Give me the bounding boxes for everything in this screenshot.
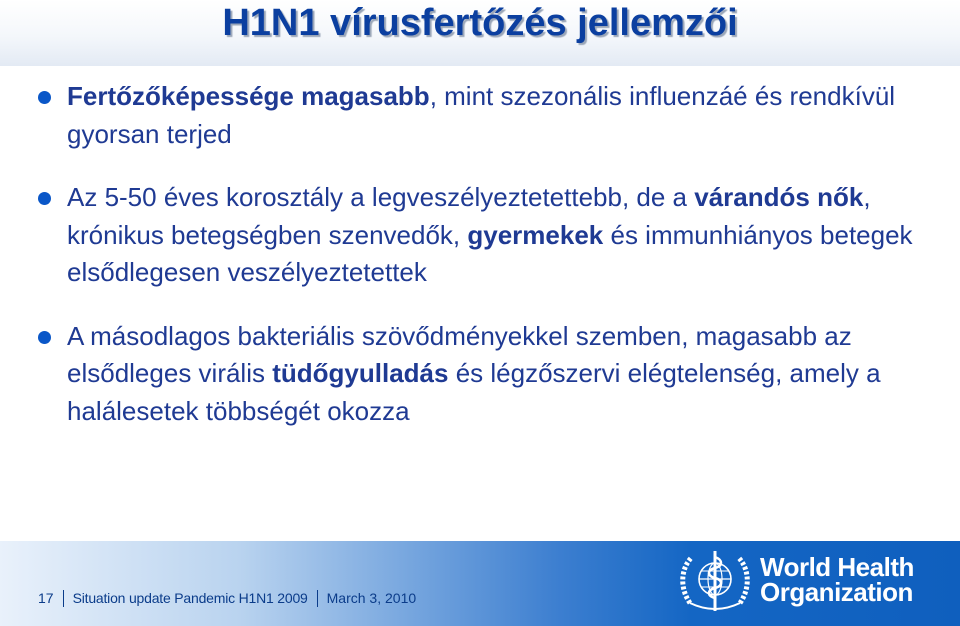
who-logo (676, 545, 916, 620)
bullet-text-bold: várandós nők (694, 182, 864, 212)
bullet-text: , mint szezonális influenzáé és rendkívül gyorsan terjed (67, 81, 896, 149)
bullet-text: , krónikus betegségben szenvedők, (67, 182, 871, 250)
who-name-line1: World Health (760, 552, 914, 582)
bullet-text: és immunhiányos betegek elsődlegesen veszélyeztetettek (67, 219, 913, 287)
bullet-item (38, 179, 938, 292)
bullet-item (38, 318, 938, 431)
footer-info (38, 586, 416, 610)
slide-title: H1N1 vírusfertőzés jellemzői (222, 2, 738, 44)
bullet-item (38, 78, 938, 153)
who-name (760, 552, 914, 607)
footer-separator (317, 590, 318, 607)
bullet-dot-icon (38, 192, 51, 205)
bullet-text-bold: tüdőgyulladás (272, 358, 449, 388)
bullet-text: Az 5-50 éves korosztály a legveszélyeztetettebb, de a (67, 182, 695, 212)
who-emblem-icon (676, 545, 754, 617)
bullet-text-bold: Fertőzőképessége magasabb (67, 81, 430, 111)
bullet-text: és légzőszervi elégtelenség, amely a halálesetek többségét okozza (67, 358, 881, 426)
bullet-text-bold: gyermekek (467, 219, 604, 250)
who-name-line2: Organization (760, 577, 913, 607)
footer-separator (63, 590, 64, 607)
bullet-text: A másodlagos bakteriális szövődményekkel szemben, magasabb az elsődleges virális (67, 320, 852, 388)
page-number: 17 (38, 590, 54, 606)
footer-date: March 3, 2010 (326, 590, 417, 606)
bullet-list (38, 78, 938, 430)
bullet-dot-icon (38, 331, 51, 344)
bullet-dot-icon (38, 91, 51, 104)
presentation-title: Situation update Pandemic H1N1 2009 (72, 590, 308, 606)
